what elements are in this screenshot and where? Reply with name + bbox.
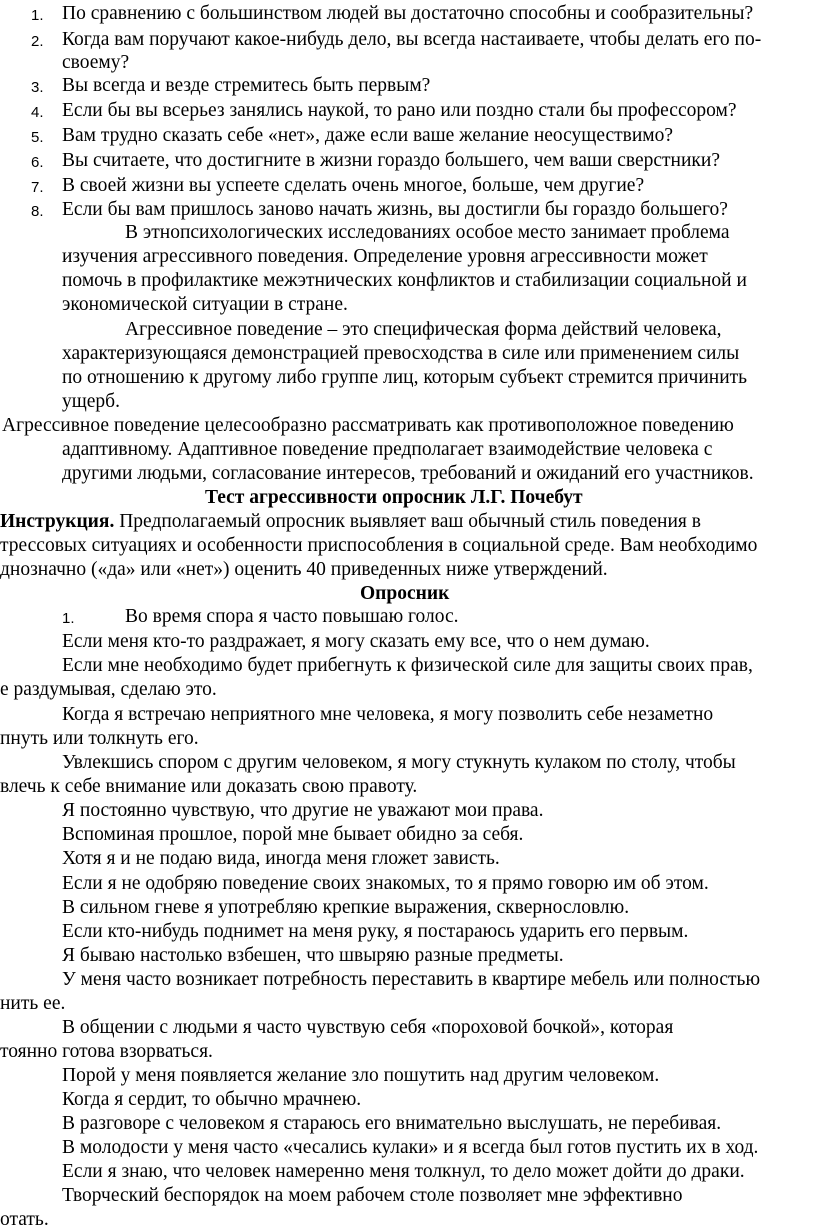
list-number: 2. <box>31 33 44 50</box>
list-number: 3. <box>31 79 44 96</box>
statement-text: Увлекшись спором с другим человеком, я могу стукнуть кулаком по столу, чтобы <box>62 752 736 773</box>
statement-text: Если меня кто-то раздражает, я могу сказать ему все, что о нем думаю. <box>62 631 650 652</box>
statement-number: 1. <box>62 610 75 627</box>
statement-text: Если я не одобряю поведение своих знакомых, то я прямо говорю им об этом. <box>62 873 709 894</box>
list-item-text: Если бы вы всерьез занялись наукой, то рано или поздно стали бы профессором? <box>62 100 737 121</box>
statement-text: Во время спора я часто повышаю голос. <box>125 606 459 627</box>
statement-text: Если мне необходимо будет прибегнуть к физической силе для защиты своих прав, <box>62 655 753 676</box>
list-item-text: Когда вам поручают какое-нибудь дело, вы всегда настаиваете, чтобы делать его по- <box>62 29 762 50</box>
statement-text: Порой у меня появляется желание зло пошутить над другим человеком. <box>62 1065 660 1086</box>
instruction-text: Предполагаемый опросник выявляет ваш обычный стиль поведения в <box>114 511 701 532</box>
list-number: 1. <box>31 7 44 24</box>
paragraph-line: ущерб. <box>62 391 120 412</box>
statement-text: тоянно готова взорваться. <box>0 1041 213 1062</box>
instruction-line: трессовых ситуациях и особенности приспособления в социальной среде. Вам необходимо <box>0 535 758 556</box>
paragraph-line: Агрессивное поведение целесообразно рассматривать как противоположное поведению <box>2 415 734 436</box>
list-item-text: Вы считаете, что достигните в жизни гораздо большего, чем ваши сверстники? <box>62 150 720 171</box>
statement-text: е раздумывая, сделаю это. <box>0 679 217 700</box>
paragraph-line: характеризующаяся демонстрацией превосходства в силе или применением силы <box>62 343 740 364</box>
statement-text: Если кто-нибудь поднимет на меня руку, я постараюсь ударить его первым. <box>62 921 689 942</box>
statement-text: Я постоянно чувствую, что другие не уважают мои права. <box>62 800 544 821</box>
statement-text: Когда я сердит, то обычно мрачнею. <box>62 1089 362 1110</box>
paragraph-line: адаптивному. Адаптивное поведение предполагает взаимодействие человека с <box>62 439 713 460</box>
list-number: 8. <box>31 203 44 220</box>
list-item-text: Если бы вам пришлось заново начать жизнь, вы достигли бы гораздо большего? <box>62 199 728 220</box>
statement-text: Я бываю настолько взбешен, что швыряю разные предметы. <box>62 945 564 966</box>
list-item-text: По сравнению с большинством людей вы достаточно способны и сообразительны? <box>62 3 754 24</box>
paragraph-line: помочь в профилактике межэтнических конфликтов и стабилизации социальной и <box>62 270 747 291</box>
list-number: 4. <box>31 104 44 121</box>
instruction-label: Инструкция. <box>0 511 115 532</box>
list-item-text: Вам трудно сказать себе «нет», даже если ваше желание неосуществимо? <box>62 125 674 146</box>
paragraph-line: изучения агрессивного поведения. Определение уровня агрессивности может <box>62 246 708 267</box>
test-title: Тест агрессивности опросник Л.Г. Почебут <box>205 487 583 508</box>
list-number: 7. <box>31 179 44 196</box>
statement-text: отать. <box>0 1209 49 1230</box>
questionnaire-title: Опросник <box>360 583 450 604</box>
statement-text: Когда я встречаю неприятного мне человека, я могу позволить себе незаметно <box>62 704 714 725</box>
list-item-text: своему? <box>62 52 130 73</box>
statement-text: Вспоминая прошлое, порой мне бывает обидно за себя. <box>62 824 524 845</box>
statement-text: нить ее. <box>0 993 66 1014</box>
statement-text: Творческий беспорядок на моем рабочем столе позволяет мне эффективно <box>62 1185 683 1206</box>
paragraph-line: Агрессивное поведение – это специфическая форма действий человека, <box>125 319 722 340</box>
statement-text: Хотя я и не подаю вида, иногда меня гложет зависть. <box>62 848 500 869</box>
statement-text: пнуть или толкнуть его. <box>0 728 199 749</box>
list-number: 6. <box>31 154 44 171</box>
paragraph-line: по отношению к другому либо группе лиц, которым субъект стремится причинить <box>62 367 748 388</box>
list-number: 5. <box>31 129 44 146</box>
statement-text: В молодости у меня часто «чесались кулаки» и я всегда был готов пустить их в ход. <box>62 1137 759 1158</box>
paragraph-line: В этнопсихологических исследованиях особое место занимает проблема <box>125 222 730 243</box>
statement-text: У меня часто возникает потребность переставить в квартире мебель или полностью <box>62 969 761 990</box>
list-item-text: Вы всегда и везде стремитесь быть первым? <box>62 75 431 96</box>
statement-text: В сильном гневе я употребляю крепкие выражения, сквернословлю. <box>62 897 630 918</box>
list-item-text: В своей жизни вы успеете сделать очень многое, больше, чем другие? <box>62 175 645 196</box>
statement-text: Если я знаю, что человек намеренно меня толкнул, то дело может дойти до драки. <box>62 1161 745 1182</box>
statement-text: В разговоре с человеком я стараюсь его внимательно выслушать, не перебивая. <box>62 1113 722 1134</box>
statement-text: влечь к себе внимание или доказать свою правоту. <box>0 776 418 797</box>
paragraph-line: экономической ситуации в стране. <box>62 294 348 315</box>
paragraph-line: другими людьми, согласование интересов, требований и ожиданий его участников. <box>62 463 754 484</box>
statement-text: В общении с людьми я часто чувствую себя «пороховой бочкой», которая <box>62 1017 674 1038</box>
instruction-line <box>0 510 701 534</box>
instruction-line: днозначно («да» или «нет») оценить 40 приведенных ниже утверждений. <box>0 559 608 580</box>
